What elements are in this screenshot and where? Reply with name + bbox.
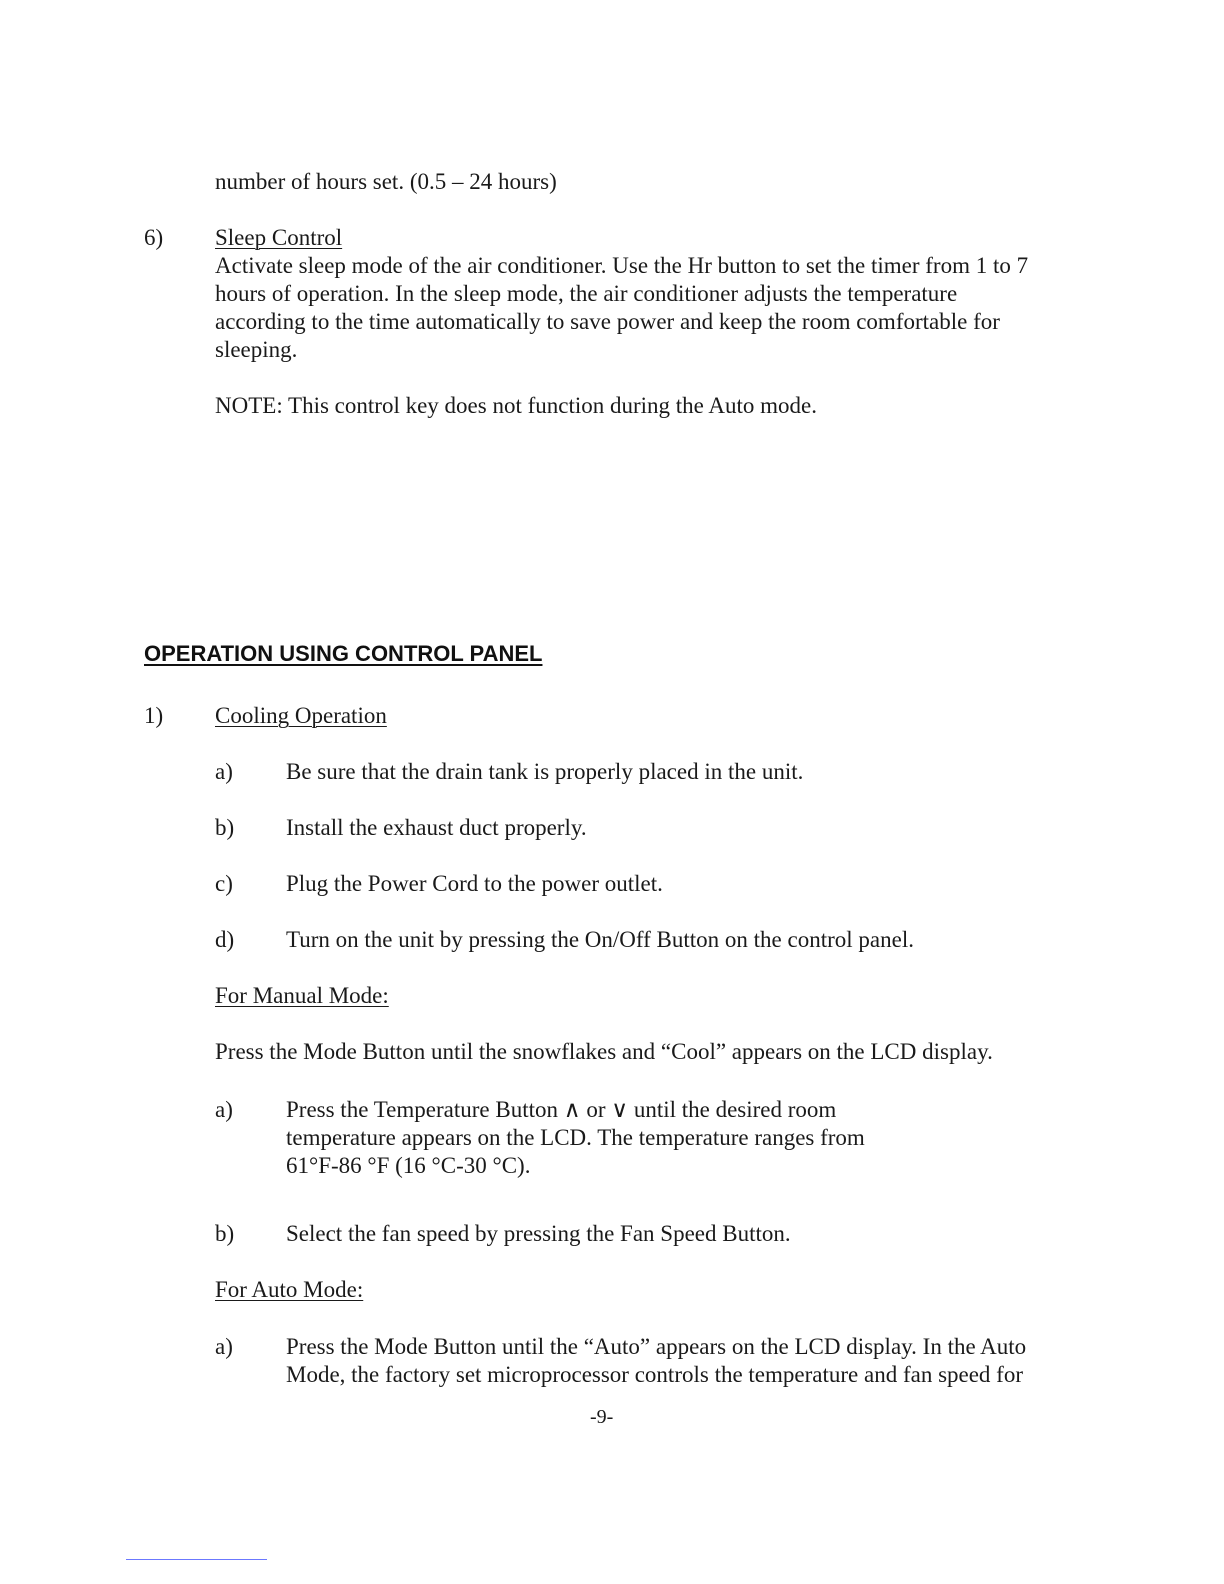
- list-item-line: 61°F-86 °F (16 °C-30 °C).: [286, 1153, 531, 1178]
- list-marker: a): [215, 1334, 233, 1359]
- list-marker: c): [215, 871, 233, 896]
- body-line: sleeping.: [215, 337, 298, 362]
- footer-rule: [126, 1559, 267, 1560]
- list-item-line: Press the Temperature Button ∧ or ∨ until the desired room: [286, 1097, 837, 1122]
- section-number: 6): [144, 225, 164, 250]
- continuation-line: number of hours set. (0.5 – 24 hours): [215, 169, 557, 194]
- list-marker: d): [215, 927, 235, 952]
- list-item-line: Mode, the factory set microprocessor controls the temperature and fan speed for: [286, 1362, 1023, 1387]
- list-item: Plug the Power Cord to the power outlet.: [286, 871, 663, 896]
- body-line: Activate sleep mode of the air conditioner. Use the Hr button to set the timer from 1 to 7: [215, 253, 1029, 278]
- list-marker: b): [215, 1221, 235, 1246]
- section-number: 1): [144, 703, 164, 728]
- page-number: -9-: [590, 1406, 614, 1428]
- section-title: Sleep Control: [215, 225, 343, 250]
- list-item: Install the exhaust duct properly.: [286, 815, 587, 840]
- section-heading: OPERATION USING CONTROL PANEL: [144, 641, 543, 666]
- subsection-title: For Manual Mode:: [215, 983, 389, 1008]
- body-line: hours of operation. In the sleep mode, the air conditioner adjusts the temperature: [215, 281, 958, 306]
- list-item-line: temperature appears on the LCD. The temperature ranges from: [286, 1125, 865, 1150]
- note-text: NOTE: This control key does not function during the Auto mode.: [215, 393, 817, 418]
- list-item: Be sure that the drain tank is properly placed in the unit.: [286, 759, 804, 784]
- list-marker: a): [215, 759, 233, 784]
- subsection-title: For Auto Mode:: [215, 1277, 364, 1302]
- list-marker: b): [215, 815, 235, 840]
- list-marker: a): [215, 1097, 233, 1122]
- list-item: Turn on the unit by pressing the On/Off Button on the control panel.: [286, 927, 914, 952]
- body-line: according to the time automatically to save power and keep the room comfortable for: [215, 309, 1000, 334]
- list-item-line: Select the fan speed by pressing the Fan Speed Button.: [286, 1221, 791, 1246]
- section-title: Cooling Operation: [215, 703, 387, 728]
- list-item-line: Press the Mode Button until the “Auto” appears on the LCD display. In the Auto: [286, 1334, 1027, 1359]
- body-line: Press the Mode Button until the snowflakes and “Cool” appears on the LCD display.: [215, 1039, 993, 1064]
